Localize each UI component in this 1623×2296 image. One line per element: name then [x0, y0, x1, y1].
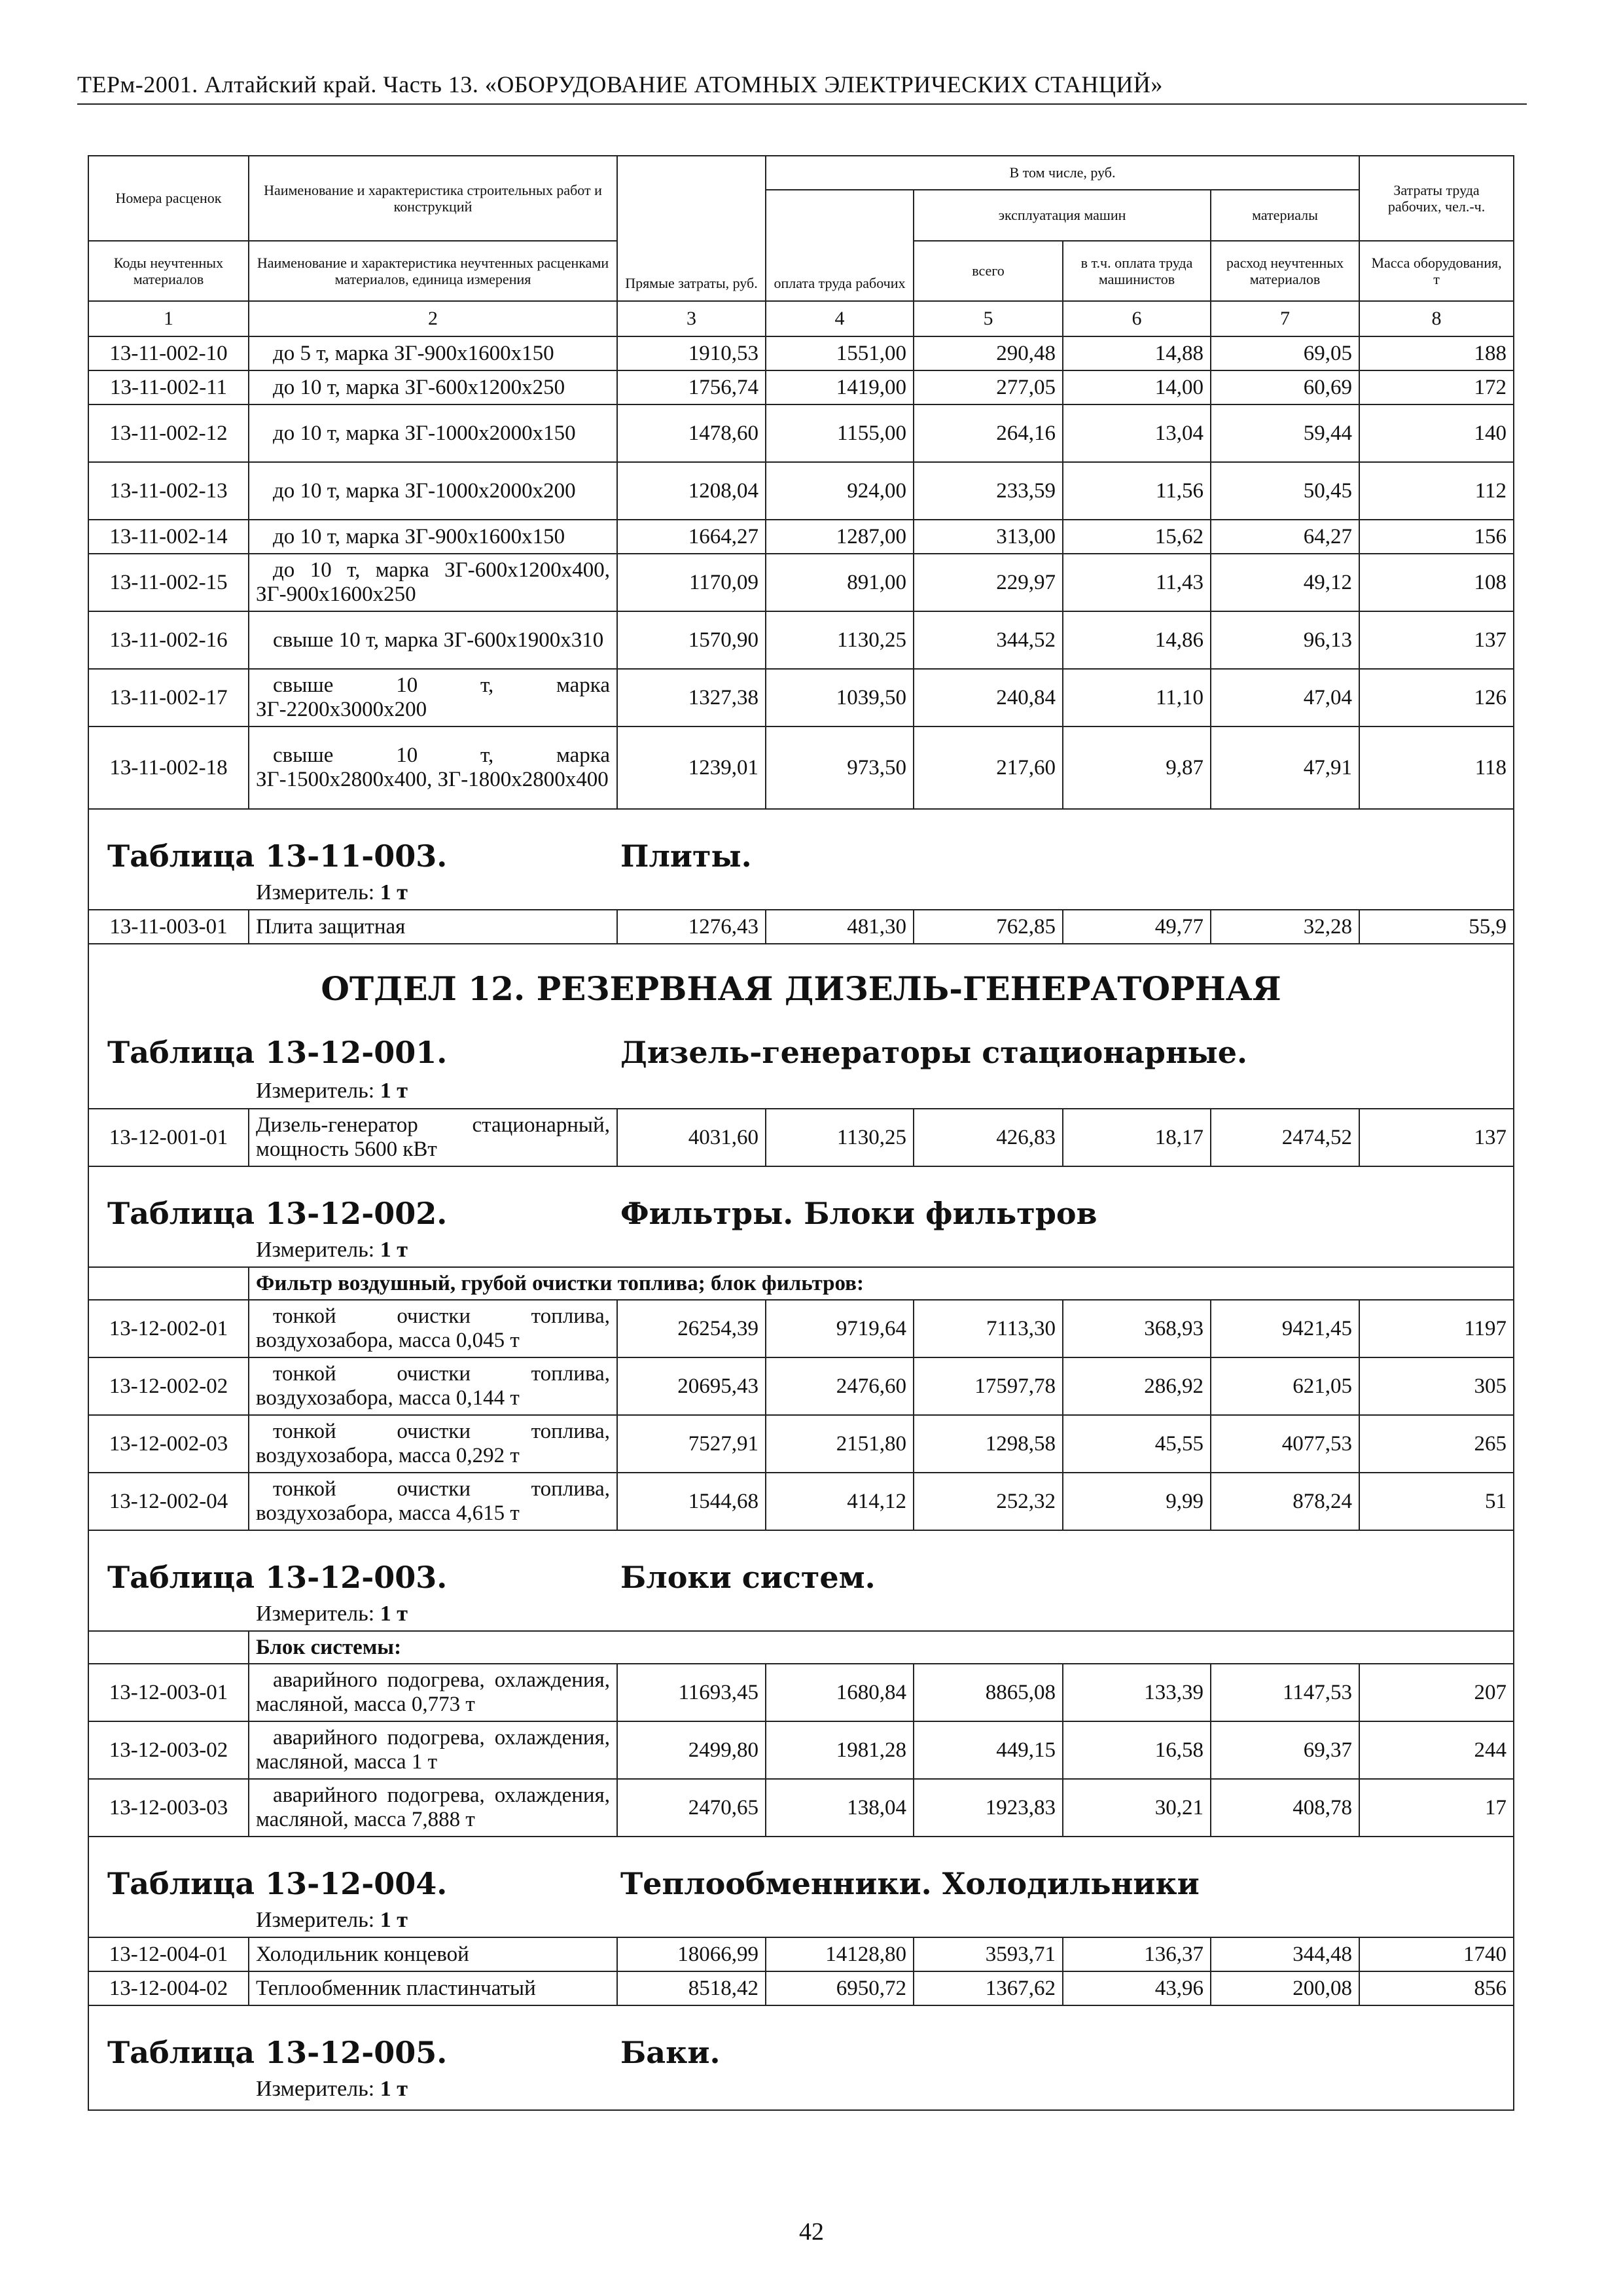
labor-costs: 108: [1359, 554, 1514, 611]
rate-code: 13-12-003-03: [88, 1779, 249, 1837]
materials: 47,04: [1211, 669, 1359, 726]
labor-costs: 172: [1359, 370, 1514, 404]
labor-costs: 1740: [1359, 1937, 1514, 1971]
table-row: [88, 910, 1514, 944]
rate-code: 13-11-003-01: [88, 910, 249, 944]
rate-code: 13-12-002-02: [88, 1357, 249, 1415]
worker-pay: 414,12: [766, 1473, 914, 1530]
rate-name: тонкой очистки топлива, воздухозабора, масса 0,292 т: [249, 1415, 617, 1473]
machinist-pay: 45,55: [1063, 1415, 1211, 1473]
labor-costs: 51: [1359, 1473, 1514, 1530]
column-number: 2: [249, 301, 617, 336]
section-title: Таблица 13-12-002.: [107, 1196, 448, 1231]
machines-total: 3593,71: [914, 1937, 1063, 1971]
materials: 878,24: [1211, 1473, 1359, 1530]
machines-total: 762,85: [914, 910, 1063, 944]
machines-total: 217,60: [914, 726, 1063, 809]
unit-label: Измеритель:: [256, 1602, 375, 1626]
department-title: ОТДЕЛ 12. РЕЗЕРВНАЯ ДИЗЕЛЬ-ГЕНЕРАТОРНАЯ: [321, 969, 1281, 1008]
rate-name: Холодильник концевой: [249, 1937, 617, 1971]
table-row: [88, 520, 1514, 554]
direct-costs: 20695,43: [617, 1357, 766, 1415]
machines-total: 313,00: [914, 520, 1063, 554]
labor-costs: 305: [1359, 1357, 1514, 1415]
rate-name: тонкой очистки топлива, воздухозабора, масса 0,144 т: [249, 1357, 617, 1415]
labor-costs: 244: [1359, 1721, 1514, 1779]
section-title: Таблица 13-12-001.: [107, 1035, 448, 1070]
table-row: [88, 1721, 1514, 1779]
materials: 60,69: [1211, 370, 1359, 404]
machinist-pay: 13,04: [1063, 404, 1211, 462]
header-machines-total: всего: [914, 241, 1063, 301]
header-including: В том числе, руб.: [766, 156, 1359, 190]
machinist-pay: 43,96: [1063, 1971, 1211, 2005]
worker-pay: 1551,00: [766, 336, 914, 370]
worker-pay: 973,50: [766, 726, 914, 809]
machines-total: 264,16: [914, 404, 1063, 462]
machines-total: 252,32: [914, 1473, 1063, 1530]
column-number: 5: [914, 301, 1063, 336]
header-machine-operation: эксплуатация машин: [914, 190, 1211, 241]
rate-name: аварийного подогрева, охлаждения, масляной, масса 7,888 т: [249, 1779, 617, 1837]
direct-costs: 11693,45: [617, 1664, 766, 1721]
machinist-pay: 11,43: [1063, 554, 1211, 611]
machines-total: 449,15: [914, 1721, 1063, 1779]
rate-code: 13-12-002-03: [88, 1415, 249, 1473]
machines-total: 229,97: [914, 554, 1063, 611]
rate-code: 13-11-002-13: [88, 462, 249, 520]
unit-value: 1 т: [380, 1238, 408, 1262]
machines-total: 1298,58: [914, 1415, 1063, 1473]
unit-value: 1 т: [380, 1602, 408, 1626]
rate-name: Теплообменник пластинчатый: [249, 1971, 617, 2005]
materials: 69,37: [1211, 1721, 1359, 1779]
direct-costs: 1276,43: [617, 910, 766, 944]
rate-name: до 10 т, марка ЗГ-600х1200х400, ЗГ-900х1600х250: [249, 554, 617, 611]
section-unit: [256, 1602, 408, 1626]
header-materials: материалы: [1211, 190, 1359, 241]
rate-name: до 10 т, марка ЗГ-900х1600х150: [249, 520, 617, 554]
column-number: 8: [1359, 301, 1514, 336]
direct-costs: 1664,27: [617, 520, 766, 554]
rate-code: 13-11-002-17: [88, 669, 249, 726]
table-row: [88, 611, 1514, 669]
column-number: 6: [1063, 301, 1211, 336]
machinist-pay: 11,10: [1063, 669, 1211, 726]
unit-label: Измеритель:: [256, 1908, 375, 1932]
rates-table: [88, 155, 1514, 2111]
rate-name: аварийного подогрева, охлаждения, масляной, масса 0,773 т: [249, 1664, 617, 1721]
header-worker-pay: оплата труда рабочих: [766, 190, 914, 301]
machinist-pay: 133,39: [1063, 1664, 1211, 1721]
labor-costs: 265: [1359, 1415, 1514, 1473]
section-unit: [256, 1908, 408, 1933]
table-row: [88, 336, 1514, 370]
materials: 2474,52: [1211, 1109, 1359, 1166]
labor-costs: 207: [1359, 1664, 1514, 1721]
unit-label: Измеритель:: [256, 2077, 375, 2101]
table-header: [88, 156, 1514, 301]
worker-pay: 2476,60: [766, 1357, 914, 1415]
machinist-pay: 14,86: [1063, 611, 1211, 669]
unit-value: 1 т: [380, 1908, 408, 1932]
rate-name: аварийного подогрева, охлаждения, масляной, масса 1 т: [249, 1721, 617, 1779]
rate-name: до 5 т, марка ЗГ-900х1600х150: [249, 336, 617, 370]
section-name: Блоки систем.: [620, 1560, 876, 1595]
machines-total: 1367,62: [914, 1971, 1063, 2005]
materials: 50,45: [1211, 462, 1359, 520]
worker-pay: 2151,80: [766, 1415, 914, 1473]
rate-code: 13-12-001-01: [88, 1109, 249, 1166]
worker-pay: 924,00: [766, 462, 914, 520]
table-13-12-003: [88, 1530, 1514, 1837]
section-title: Таблица 13-12-005.: [107, 2035, 448, 2070]
unit-label: Измеритель:: [256, 1079, 375, 1103]
labor-costs: 137: [1359, 611, 1514, 669]
labor-costs: 55,9: [1359, 910, 1514, 944]
rate-name: до 10 т, марка ЗГ-1000х2000х150: [249, 404, 617, 462]
worker-pay: 1981,28: [766, 1721, 914, 1779]
rate-code: 13-11-002-15: [88, 554, 249, 611]
machinist-pay: 30,21: [1063, 1779, 1211, 1837]
group-13-11-002: [88, 336, 1514, 809]
table-13-12-005: [88, 2005, 1514, 2110]
machinist-pay: 136,37: [1063, 1937, 1211, 1971]
page-header: ТЕРм-2001. Алтайский край. Часть 13. «ОБОРУДОВАНИЕ АТОМНЫХ ЭЛЕКТРИЧЕСКИХ СТАНЦИЙ»: [77, 71, 1527, 105]
machinist-pay: 9,87: [1063, 726, 1211, 809]
unit-value: 1 т: [380, 880, 408, 905]
section-unit: [256, 1079, 408, 1103]
labor-costs: 137: [1359, 1109, 1514, 1166]
machinist-pay: 15,62: [1063, 520, 1211, 554]
direct-costs: 1910,53: [617, 336, 766, 370]
direct-costs: 4031,60: [617, 1109, 766, 1166]
rate-name: тонкой очистки топлива, воздухозабора, масса 4,615 т: [249, 1473, 617, 1530]
header-labor-costs: Затраты труда рабочих, чел.-ч.: [1359, 156, 1514, 241]
direct-costs: 1570,90: [617, 611, 766, 669]
materials: 47,91: [1211, 726, 1359, 809]
rate-code: 13-11-002-10: [88, 336, 249, 370]
machines-total: 8865,08: [914, 1664, 1063, 1721]
table-row: [88, 1109, 1514, 1166]
worker-pay: 1287,00: [766, 520, 914, 554]
direct-costs: 1478,60: [617, 404, 766, 462]
worker-pay: 14128,80: [766, 1937, 914, 1971]
rate-name: свыше 10 т, марка ЗГ-600х1900х310: [249, 611, 617, 669]
machines-total: 344,52: [914, 611, 1063, 669]
worker-pay: 1039,50: [766, 669, 914, 726]
worker-pay: 1130,25: [766, 611, 914, 669]
table-row: [88, 1779, 1514, 1837]
column-number: 7: [1211, 301, 1359, 336]
labor-costs: 856: [1359, 1971, 1514, 2005]
section-unit: [256, 880, 408, 905]
machinist-pay: 368,93: [1063, 1300, 1211, 1357]
header-rate-numbers: Номера расценок: [88, 156, 249, 241]
section-name: Теплообменники. Холодильники: [620, 1866, 1200, 1901]
rate-code: 13-11-002-12: [88, 404, 249, 462]
header-equipment-mass: Масса оборудования, т: [1359, 241, 1514, 301]
rate-code: 13-12-002-01: [88, 1300, 249, 1357]
labor-costs: 17: [1359, 1779, 1514, 1837]
rate-code: 13-11-002-14: [88, 520, 249, 554]
materials: 621,05: [1211, 1357, 1359, 1415]
section-name: Баки.: [620, 2035, 721, 2070]
rate-code: 13-12-004-02: [88, 1971, 249, 2005]
table-row: [88, 370, 1514, 404]
direct-costs: 8518,42: [617, 1971, 766, 2005]
direct-costs: 1544,68: [617, 1473, 766, 1530]
unit-label: Измеритель:: [256, 1238, 375, 1262]
table-row: [88, 404, 1514, 462]
direct-costs: 1756,74: [617, 370, 766, 404]
direct-costs: 2499,80: [617, 1721, 766, 1779]
materials: 59,44: [1211, 404, 1359, 462]
rate-name: Плита защитная: [249, 910, 617, 944]
column-numbers: [88, 301, 1514, 336]
header-direct-costs: Прямые затраты, руб.: [617, 156, 766, 301]
table-13-12-001: [88, 944, 1514, 1166]
section-title: Таблица 13-11-003.: [107, 838, 448, 874]
section-unit: [256, 1238, 408, 1263]
table-row: [88, 1664, 1514, 1721]
rate-code: 13-12-003-02: [88, 1721, 249, 1779]
table-13-12-004: [88, 1837, 1514, 2005]
machinist-pay: 286,92: [1063, 1357, 1211, 1415]
section-name: Дизель-генераторы стационарные.: [620, 1035, 1248, 1070]
machinist-pay: 49,77: [1063, 910, 1211, 944]
materials: 32,28: [1211, 910, 1359, 944]
header-unaccounted-names: Наименование и характеристика неучтенных расценками материалов, единица измерения: [249, 241, 617, 301]
machines-total: 17597,78: [914, 1357, 1063, 1415]
direct-costs: 18066,99: [617, 1937, 766, 1971]
machinist-pay: 9,99: [1063, 1473, 1211, 1530]
table-row: [88, 1971, 1514, 2005]
table-row: [88, 726, 1514, 809]
rate-name: Дизель-генератор стационарный, мощность 5600 кВт: [249, 1109, 617, 1166]
materials: 4077,53: [1211, 1415, 1359, 1473]
worker-pay: 481,30: [766, 910, 914, 944]
labor-costs: 156: [1359, 520, 1514, 554]
table-row: [88, 1937, 1514, 1971]
machines-total: 233,59: [914, 462, 1063, 520]
table-row: [88, 1300, 1514, 1357]
rate-name: свыше 10 т, марка ЗГ-1500х2800х400, ЗГ-1800х2800х400: [249, 726, 617, 809]
rate-code: 13-11-002-11: [88, 370, 249, 404]
header-work-name: Наименование и характеристика строительных работ и конструкций: [249, 156, 617, 241]
labor-costs: 1197: [1359, 1300, 1514, 1357]
machinist-pay: 14,00: [1063, 370, 1211, 404]
materials: 49,12: [1211, 554, 1359, 611]
worker-pay: 9719,64: [766, 1300, 914, 1357]
labor-costs: 118: [1359, 726, 1514, 809]
section-name: Фильтры. Блоки фильтров: [620, 1196, 1097, 1231]
rate-name: тонкой очистки топлива, воздухозабора, масса 0,045 т: [249, 1300, 617, 1357]
labor-costs: 112: [1359, 462, 1514, 520]
rate-code: 13-12-003-01: [88, 1664, 249, 1721]
table-row: [88, 1415, 1514, 1473]
table-row: [88, 554, 1514, 611]
worker-pay: 1680,84: [766, 1664, 914, 1721]
materials: 9421,45: [1211, 1300, 1359, 1357]
section-title: Таблица 13-12-004.: [107, 1866, 448, 1901]
machines-total: 240,84: [914, 669, 1063, 726]
table-row: [88, 1357, 1514, 1415]
rate-name: до 10 т, марка ЗГ-600х1200х250: [249, 370, 617, 404]
machines-total: 426,83: [914, 1109, 1063, 1166]
rates-table-container: [88, 155, 1513, 2111]
header-machinist-pay: в т.ч. оплата труда машинистов: [1063, 241, 1211, 301]
table-13-12-002: [88, 1166, 1514, 1530]
machines-total: 290,48: [914, 336, 1063, 370]
machines-total: 277,05: [914, 370, 1063, 404]
subheading: Фильтр воздушный, грубой очистки топлива; блок фильтров:: [249, 1267, 1514, 1300]
rate-code: 13-11-002-18: [88, 726, 249, 809]
direct-costs: 1327,38: [617, 669, 766, 726]
labor-costs: 188: [1359, 336, 1514, 370]
materials: 64,27: [1211, 520, 1359, 554]
subheading: Блок системы:: [249, 1631, 1514, 1664]
rate-name: до 10 т, марка ЗГ-1000х2000х200: [249, 462, 617, 520]
machinist-pay: 14,88: [1063, 336, 1211, 370]
direct-costs: 2470,65: [617, 1779, 766, 1837]
rate-code: 13-12-002-04: [88, 1473, 249, 1530]
materials: 344,48: [1211, 1937, 1359, 1971]
rate-code: 13-11-002-16: [88, 611, 249, 669]
worker-pay: 1419,00: [766, 370, 914, 404]
materials: 96,13: [1211, 611, 1359, 669]
direct-costs: 1170,09: [617, 554, 766, 611]
materials: 200,08: [1211, 1971, 1359, 2005]
rate-name: свыше 10 т, марка ЗГ-2200х3000х200: [249, 669, 617, 726]
labor-costs: 140: [1359, 404, 1514, 462]
column-number: 3: [617, 301, 766, 336]
column-number: 1: [88, 301, 249, 336]
table-row: [88, 462, 1514, 520]
unit-value: 1 т: [380, 2077, 408, 2101]
direct-costs: 1208,04: [617, 462, 766, 520]
section-name: Плиты.: [620, 838, 752, 874]
rate-code: 13-12-004-01: [88, 1937, 249, 1971]
worker-pay: 138,04: [766, 1779, 914, 1837]
table-row: [88, 669, 1514, 726]
direct-costs: 7527,91: [617, 1415, 766, 1473]
materials: 69,05: [1211, 336, 1359, 370]
table-13-11-003: [88, 809, 1514, 944]
header-unaccounted-consumption: расход неучтенных материалов: [1211, 241, 1359, 301]
page-number: 42: [799, 2218, 824, 2246]
header-unaccounted-codes: Коды неучтенных материалов: [88, 241, 249, 301]
unit-label: Измеритель:: [256, 880, 375, 905]
machines-total: 1923,83: [914, 1779, 1063, 1837]
materials: 1147,53: [1211, 1664, 1359, 1721]
worker-pay: 6950,72: [766, 1971, 914, 2005]
section-unit: [256, 2077, 408, 2102]
machines-total: 7113,30: [914, 1300, 1063, 1357]
worker-pay: 891,00: [766, 554, 914, 611]
materials: 408,78: [1211, 1779, 1359, 1837]
column-number: 4: [766, 301, 914, 336]
direct-costs: 1239,01: [617, 726, 766, 809]
table-row: [88, 1473, 1514, 1530]
worker-pay: 1155,00: [766, 404, 914, 462]
machinist-pay: 11,56: [1063, 462, 1211, 520]
unit-value: 1 т: [380, 1079, 408, 1103]
worker-pay: 1130,25: [766, 1109, 914, 1166]
section-title: Таблица 13-12-003.: [107, 1560, 448, 1595]
machinist-pay: 18,17: [1063, 1109, 1211, 1166]
labor-costs: 126: [1359, 669, 1514, 726]
machinist-pay: 16,58: [1063, 1721, 1211, 1779]
direct-costs: 26254,39: [617, 1300, 766, 1357]
